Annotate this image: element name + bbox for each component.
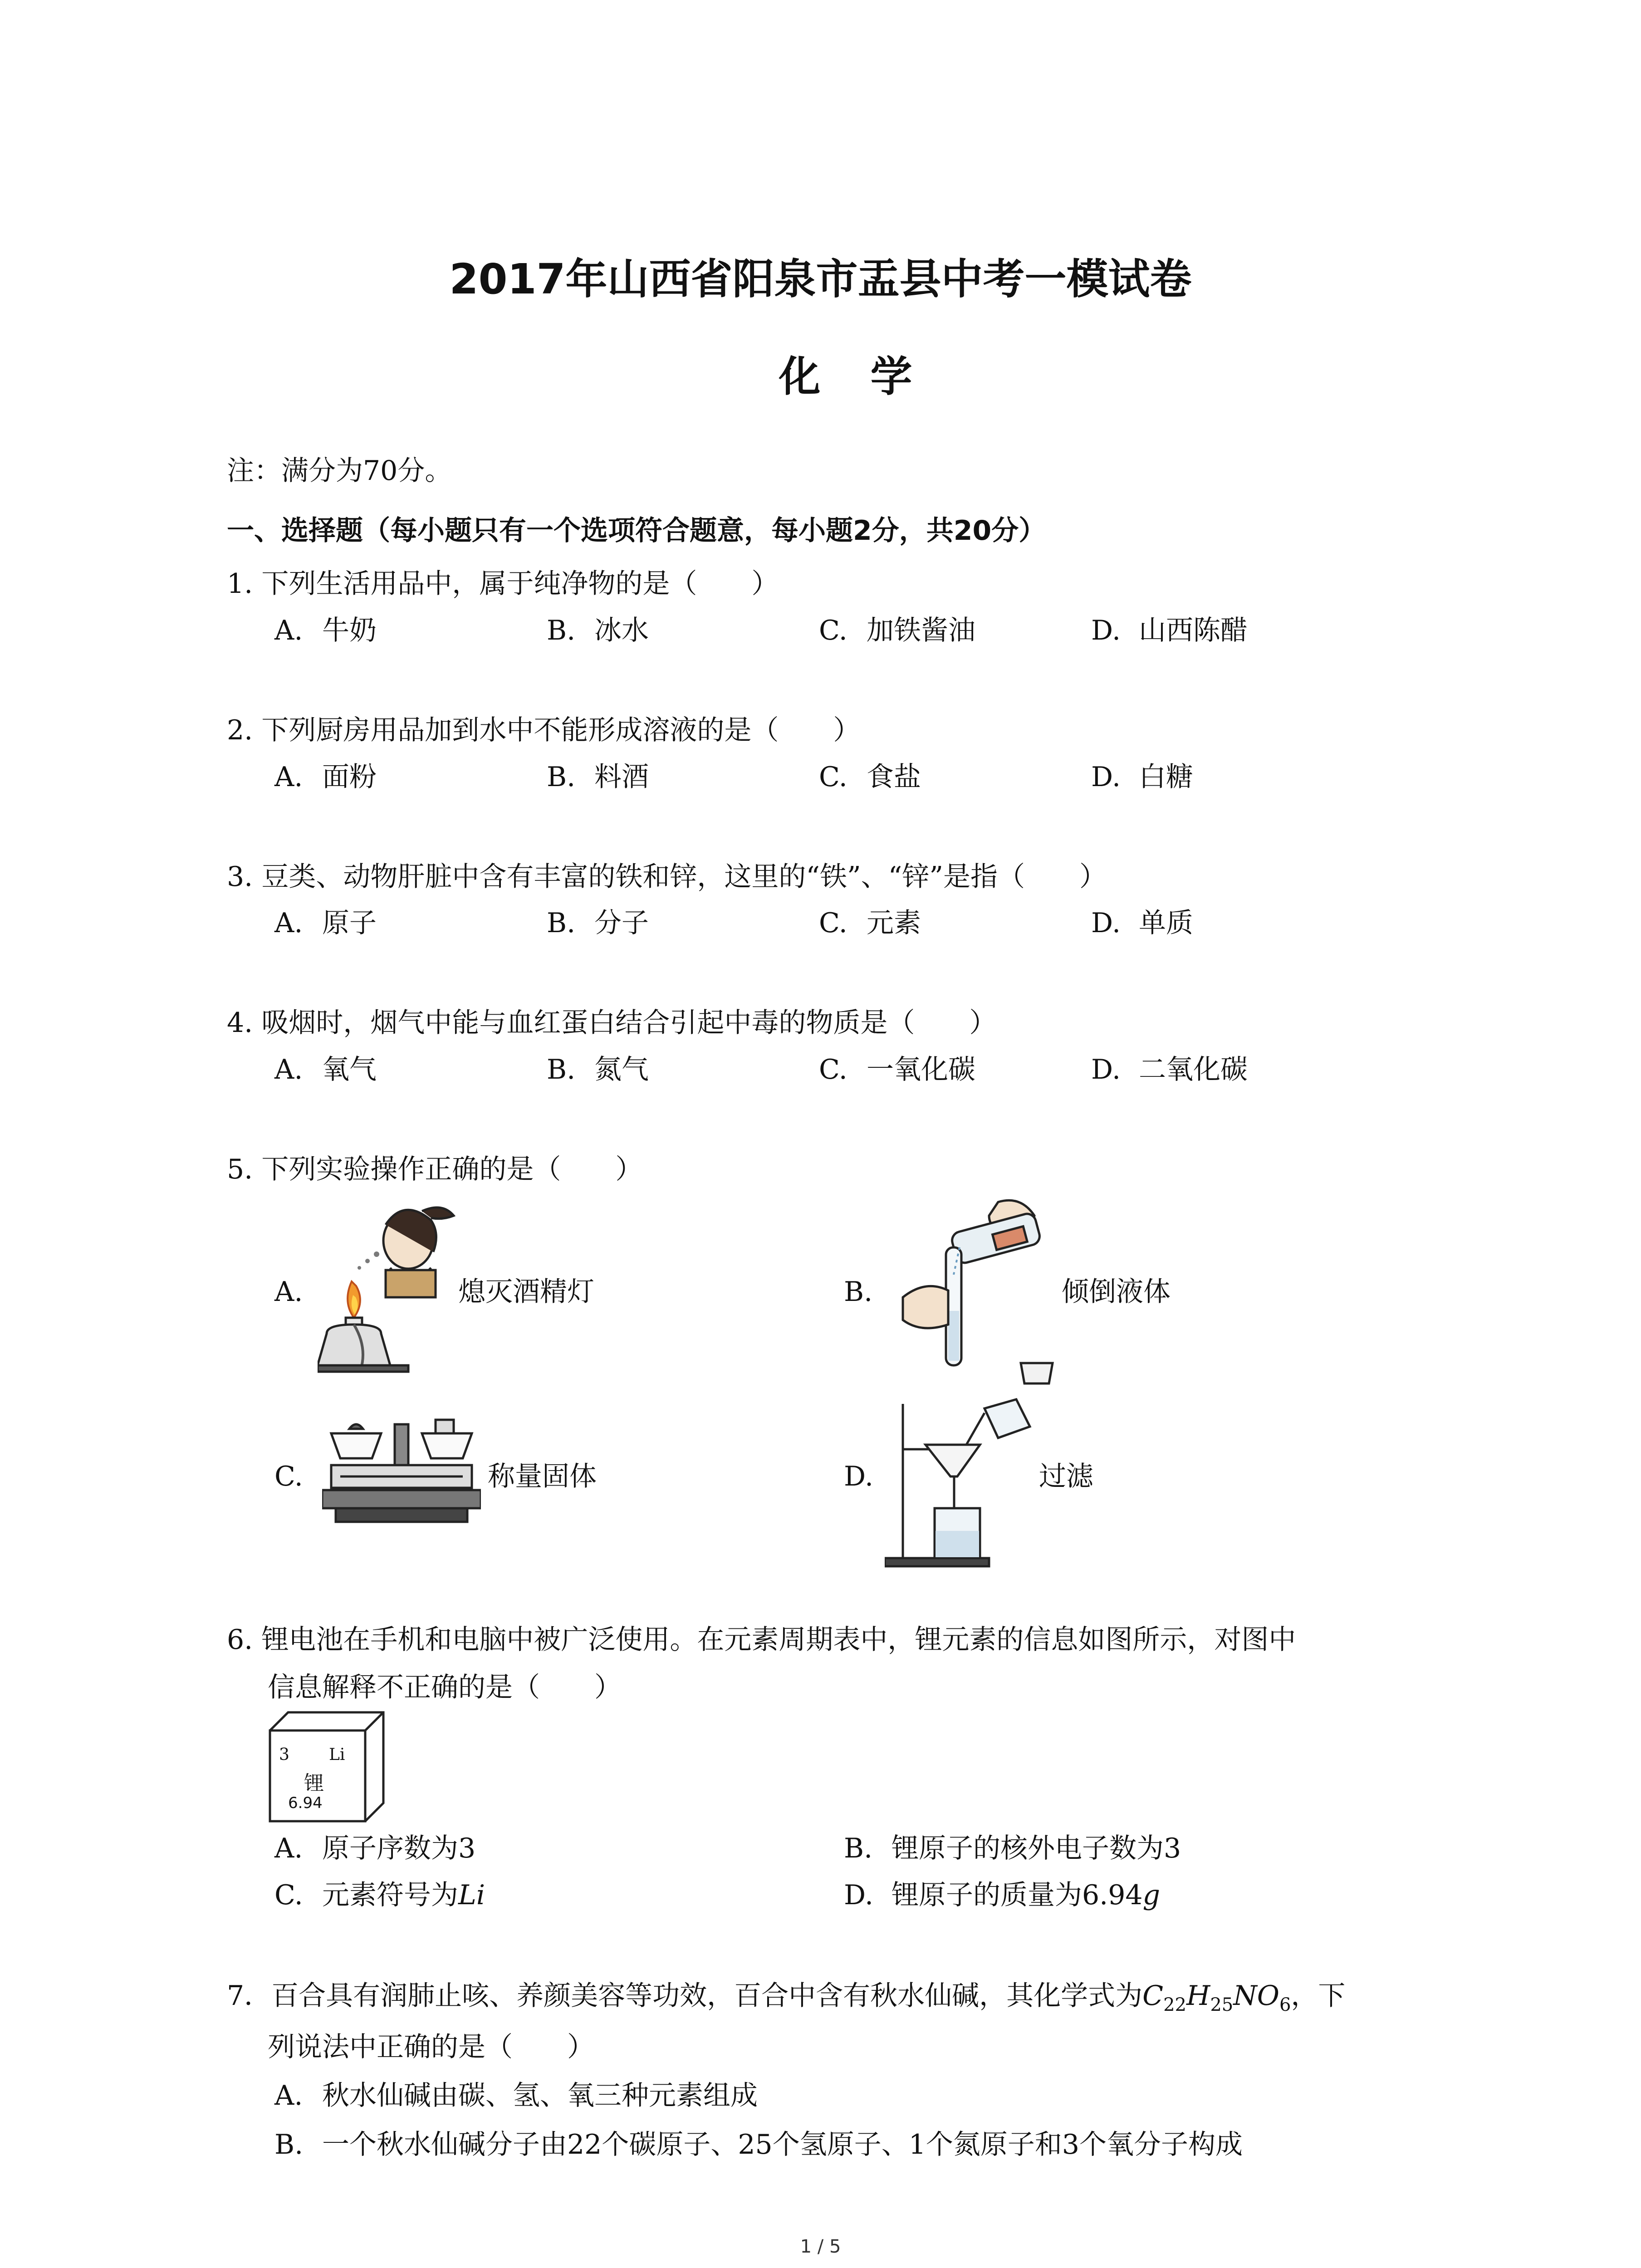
q7-option-a: A. 秋水仙碱由碳、氢、氧三种元素组成 [274,2080,758,2112]
q4-option-d: D. 二氧化碳 [1091,1054,1248,1085]
q3-option-c: C. 元素 [819,907,921,939]
q6-option-b: B. 锂原子的核外电子数为3 [844,1833,1181,1864]
q2-option-c: C. 食盐 [819,761,921,793]
q4-option-a: A. 氧气 [274,1054,377,1085]
question-5-stem: 5. 下列实验操作正确的是（ ） [227,1154,643,1185]
alcohol-lamp-blowing-figure [318,1202,467,1388]
q3-option-b: B. 分子 [547,907,649,939]
q5-option-a-label: 熄灭酒精灯 [458,1276,594,1308]
balance-scale-figure [322,1415,481,1533]
q6-option-c: C. 元素符号为Li [274,1879,485,1911]
q5-option-c-label: 称量固体 [488,1461,597,1492]
lithium-element-card [268,1710,386,1823]
element-card-frame [268,1710,386,1823]
pouring-liquid-figure [885,1198,1071,1397]
q7-option-b: B. 一个秋水仙碱分子由22个碳原子、25个氢原子、1个氮原子和3个氧分子构成 [274,2129,1243,2160]
q5-option-d-letter: D. [844,1461,874,1492]
q5-option-d-label: 过滤 [1039,1461,1093,1492]
question-4-stem: 4. 吸烟时，烟气中能与血红蛋白结合引起中毒的物质是（ ） [227,1007,997,1039]
question-7-stem-line2: 列说法中正确的是（ ） [268,2031,594,2063]
question-7-stem-line1: 7．百合具有润肺止咳、养颜美容等功效，百合中含有秋水仙碱，其化学式为$C_{22}H_{25}NO_6$，下 [227,1980,1346,2015]
q3-option-a: A. 原子 [274,907,377,939]
question-3-stem: 3. 豆类、动物肝脏中含有丰富的铁和锌，这里的“铁”、“锌”是指（ ） [227,861,1107,893]
q5-option-c-letter: C. [274,1461,303,1492]
q1-option-c: C. 加铁酱油 [819,615,975,646]
q5-option-b-letter: B. [844,1276,873,1308]
q5-option-a-letter: A. [274,1276,303,1308]
q6-option-d: D. 锂原子的质量为6.94g [844,1879,1161,1911]
q3-option-d: D. 单质 [1091,907,1193,939]
q1-option-a: A. 牛奶 [274,615,377,646]
q4-option-b: B. 氮气 [547,1054,649,1085]
element-atomic-mass: 6.94 [288,1794,323,1812]
question-2-stem: 2. 下列厨房用品加到水中不能形成溶液的是（ ） [227,714,861,746]
element-symbol: Li [329,1745,345,1764]
question-1-stem: 1. 下列生活用品中，属于纯净物的是（ ） [227,568,779,600]
element-name: 锂 [304,1772,324,1795]
q2-option-d: D. 白糖 [1091,761,1193,793]
q4-option-c: C. 一氧化碳 [819,1054,975,1085]
q5-option-b-label: 倾倒液体 [1062,1276,1171,1308]
question-6-stem-line2: 信息解释不正确的是（ ） [268,1672,622,1703]
exam-title: 2017年山西省阳泉市盂县中考一模试卷 [449,255,1192,303]
page-number: 1 / 5 [800,2236,841,2257]
question-6-stem-line1: 6. 锂电池在手机和电脑中被广泛使用。在元素周期表中，锂元素的信息如图所示，对图中 [227,1624,1296,1656]
filtration-figure [885,1395,1039,1569]
q6-option-a: A. 原子序数为3 [274,1833,476,1864]
q2-option-b: B. 料酒 [547,761,649,793]
score-note: 注：满分为70分。 [227,455,452,487]
q2-option-a: A. 面粉 [274,761,377,793]
q1-option-d: D. 山西陈醋 [1091,615,1248,646]
q1-option-b: B. 冰水 [547,615,649,646]
subject-title: 化学 [779,352,962,401]
element-atomic-number: 3 [279,1745,289,1764]
section-heading: 一、选择题（每小题只有一个选项符合题意，每小题2分，共20分） [227,515,1046,547]
